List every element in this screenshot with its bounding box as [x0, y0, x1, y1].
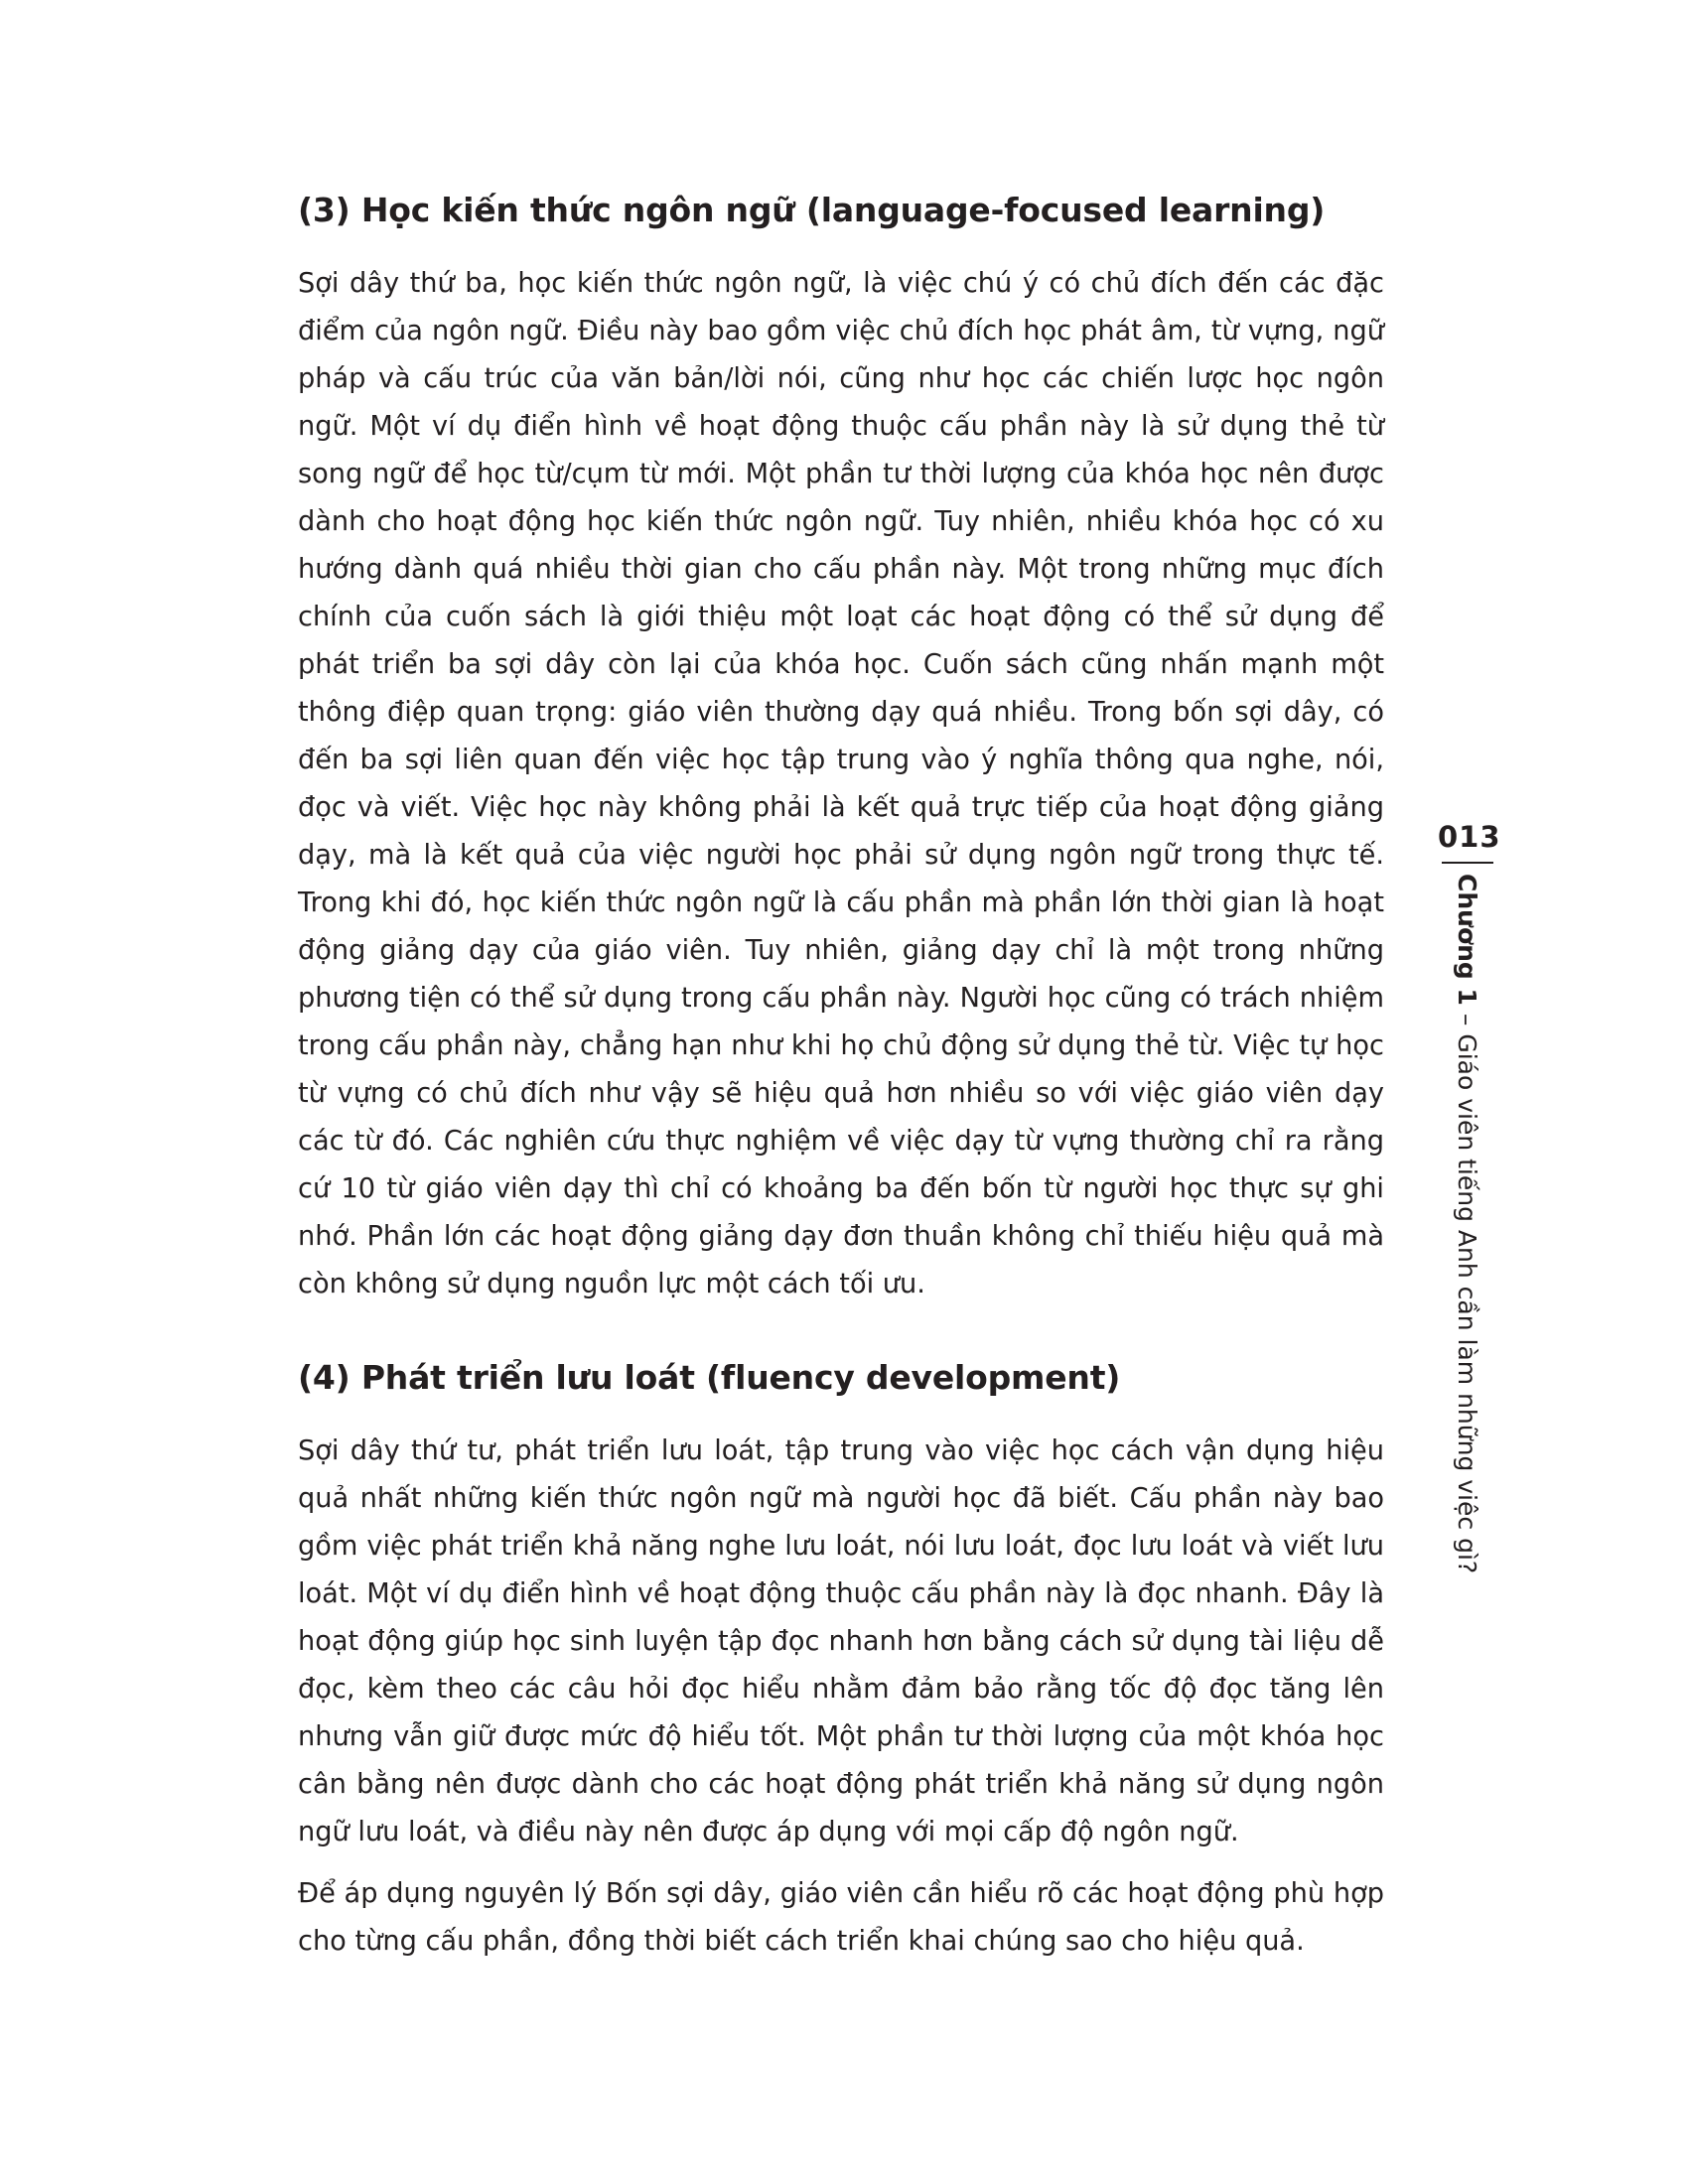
closing-paragraph: Để áp dụng nguyên lý Bốn sợi dây, giáo viên cần hiểu rõ các hoạt động phù hợp cho từng cấu phần, đồng thời biết cách triển khai chúng sao cho hiệu quả. — [298, 1878, 1384, 1957]
chapter-number: Chương 1 — [1453, 874, 1481, 1006]
chapter-running-title — [1450, 874, 1483, 1573]
page-number: 013 — [1438, 820, 1501, 854]
chapter-separator: – — [1453, 1005, 1481, 1034]
page-number-rule — [1442, 862, 1493, 864]
page-body — [298, 189, 1384, 1966]
section-heading-3: (3) Học kiến thức ngôn ngữ (language-focused learning) — [298, 191, 1326, 229]
section-3-paragraph: Sợi dây thứ ba, học kiến thức ngôn ngữ, là việc chú ý có chủ đích đến các đặc điểm của ngôn ngữ. Điều này bao gồm việc chủ đích học phát âm, từ vựng, ngữ pháp và cấu trúc của văn bản/lời nói, cũng như học các chiến lược học ngôn ngữ. Một ví dụ điển hình về hoạt động thuộc cấu phần này là sử dụng thẻ từ song ngữ để học từ/cụm từ mới. Một phần tư thời lượng của khóa học nên được dành cho hoạt động học kiến thức ngôn ngữ. Tuy nhiên, nhiều khóa học có xu hướng dành quá nhiều thời gian cho cấu phần này. Một trong những mục đích chính của cuốn sách là giới thiệu một loạt các hoạt động có thể sử dụng để phát triển ba sợi dây còn lại của khóa học. Cuốn sách cũng nhấn mạnh một thông điệp quan trọng: giáo viên thường dạy quá nhiều. Trong bốn sợi dây, có đến ba sợi liên quan đến việc học tập trung vào ý nghĩa thông qua nghe, nói, đọc và viết. Việc học này không phải là kết quả trực tiếp của hoạt động giảng dạy, mà là kết quả của việc người học phải sử dụng ngôn ngữ trong thực tế. Trong khi đó, học kiến thức ngôn ngữ là cấu phần mà phần lớn thời gian là hoạt động giảng dạy của giáo viên. Tuy nhiên, giảng dạy chỉ là một trong những phương tiện có thể sử dụng trong cấu phần này. Người học cũng có trách nhiệm trong cấu phần này, chẳng hạn như khi họ chủ động sử dụng thẻ từ. Việc tự học từ vựng có chủ đích như vậy sẽ hiệu quả hơn nhiều so với việc giáo viên dạy các từ đó. Các nghiên cứu thực nghiệm về việc dạy từ vựng thường chỉ ra rằng cứ 10 từ giáo viên dạy thì chỉ có khoảng ba đến bốn từ người học thực sự ghi nhớ. Phần lớn các hoạt động giảng dạy đơn thuần không chỉ thiếu hiệu quả mà còn không sử dụng nguồn lực một cách tối ưu. — [298, 268, 1384, 1299]
section-heading-4: (4) Phát triển lưu loát (fluency development) — [298, 1358, 1121, 1397]
section-4-paragraph: Sợi dây thứ tư, phát triển lưu loát, tập trung vào việc học cách vận dụng hiệu quả nhất những kiến thức ngôn ngữ mà người học đã biết. Cấu phần này bao gồm việc phát triển khả năng nghe lưu loát, nói lưu loát, đọc lưu loát và viết lưu loát. Một ví dụ điển hình về hoạt động thuộc cấu phần này là đọc nhanh. Đây là hoạt động giúp học sinh luyện tập đọc nhanh hơn bằng cách sử dụng tài liệu dễ đọc, kèm theo các câu hỏi đọc hiểu nhằm đảm bảo rằng tốc độ đọc tăng lên nhưng vẫn giữ được mức độ hiểu tốt. Một phần tư thời lượng của một khóa học cân bằng nên được dành cho các hoạt động phát triển khả năng sử dụng ngôn ngữ lưu loát, và điều này nên được áp dụng với mọi cấp độ ngôn ngữ. — [298, 1435, 1384, 1847]
chapter-title: Giáo viên tiếng Anh cần làm những việc gì? — [1453, 1033, 1481, 1574]
